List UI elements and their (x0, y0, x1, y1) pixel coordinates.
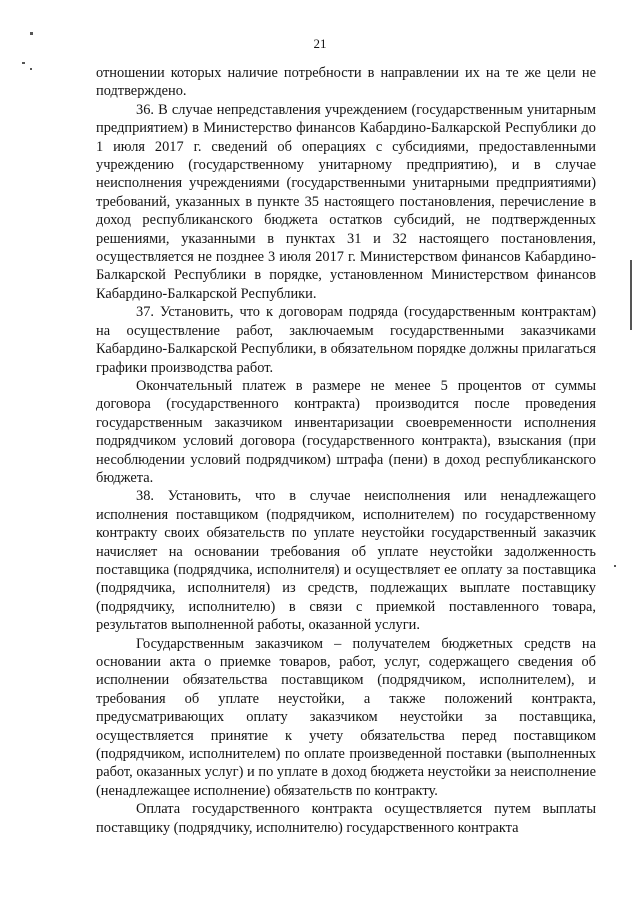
document-body (96, 64, 596, 837)
scan-speck (614, 565, 616, 567)
scan-speck (30, 32, 33, 35)
paragraph-37: 37. Установить, что к договорам подряда (государственным контрактам) на осуществление работ, заключаемым государственными заказчиками Кабардино-Балкарской Республики, в обязательном порядке должны прилагаться графики производства работ. (96, 304, 596, 376)
scan-edge-mark (630, 260, 632, 330)
paragraph-state-customer: Государственным заказчиком – получателем бюджетных средств на основании акта о приемке товаров, работ, услуг, содержащего сведения об исполнении обязательства поставщиком (подрядчиком, исполнителем), и требования об уплате неустойки, а также положений контракта, предусматривающих оплату заказчиком неустойки за поставщика, осуществляется принятие к учету обязательства перед поставщиком (подрядчиком, исполнителем) по оплате произведенной поставки (выполненных работ, оказанных услуг) и по уплате в доход бюджета неустойки за неисполнение (ненадлежащее исполнение) обязательств по контракту. (96, 635, 596, 799)
paragraph-contract-payment: Оплата государственного контракта осуществляется путем выплаты поставщику (подрядчику, исполнителю) государственного контракта (96, 801, 596, 836)
paragraph-38: 38. Установить, что в случае неисполнения или ненадлежащего исполнения поставщиком (подрядчиком, исполнителем) по государственному контракту своих обязательств по уплате неустойки государственный заказчик начисляет на основании требования об уплате неустойки задолженность поставщика (подрядчика, исполнителя) и осуществляет ее оплату за поставщика (подрядчика, исполнителя) из средств, подлежащих выплате поставщику (подрядчику, исполнителю) в связи с приемкой поставленного товара, результатов выполненной работы, оказанной услуги. (96, 488, 596, 634)
paragraph-final-payment: Окончательный платеж в размере не менее 5 процентов от суммы договора (государственного контракта) производится после проведения государственным заказчиком инвентаризации своевременности исполнения подрядчиком условий договора (государственного контракта), взыскания (при несоблюдении условий подрядчиком) штрафа (пени) в доход республиканского бюджета. (96, 377, 596, 486)
scan-speck (22, 62, 25, 64)
paragraph-continuation: отношении которых наличие потребности в направлении их на те же цели не подтверждено. (96, 65, 596, 100)
scan-speck (30, 68, 32, 70)
page-number: 21 (313, 36, 327, 51)
paragraph-36: 36. В случае непредставления учреждением (государственным унитарным предприятием) в Министерство финансов Кабардино-Балкарской Республики до 1 июля 2017 г. сведений об операциях с субсидиями, предоставленными учреждению (государственному унитарному предприятию), и в случае неисполнения учреждениями (государственными унитарными предприятиями) требований, указанных в пункте 35 настоящего постановления, перечисление в доход республиканского бюджета остатков субсидий, не подтвержденных решениями, указанными в пунктах 31 и 32 настоящего постановления, осуществляется не позднее 3 июля 2017 г. Министерством финансов Кабардино-Балкарской Республики в порядке, установленном Министерством финансов Кабардино-Балкарской Республики. (96, 101, 596, 302)
